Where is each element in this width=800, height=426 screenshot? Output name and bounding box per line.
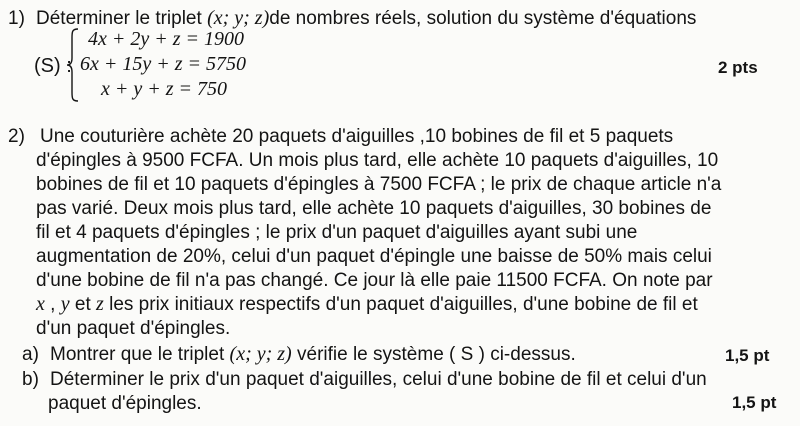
equation-1: 4x + 2y + z = 1900 — [88, 28, 245, 50]
q2a-statement — [50, 344, 576, 365]
line8-mid: et — [69, 294, 97, 315]
var-x: x — [36, 293, 45, 315]
system-brace-icon — [66, 28, 80, 102]
q2-line-6: augmentation de 20%, celui d'un paquet d'épingle une baisse de 50% mais celui — [36, 246, 712, 267]
q1-triplet: (x; y; z) — [207, 7, 270, 29]
q1-points: 2 pts — [718, 58, 758, 77]
var-y: y — [60, 293, 70, 315]
q2b-line-2: paquet d'épingles. — [48, 393, 202, 414]
line8-sep: , — [44, 294, 61, 315]
q2a-text-after: vérifie le système ( S ) ci-dessus. — [297, 344, 576, 365]
equation-3: x + y + z = 750 — [101, 78, 228, 100]
q2a-triplet: (x; y; z) — [229, 343, 292, 365]
system-label: (S) : — [34, 55, 72, 77]
q2-line-8 — [36, 294, 698, 315]
q1-text-before: Déterminer le triplet — [36, 8, 202, 29]
var-z: z — [96, 293, 104, 315]
q2-line-4: pas varié. Deux mois plus tard, elle achète 10 paquets d'aiguilles, 30 bobines de — [36, 198, 712, 219]
q2-number: 2) — [8, 126, 25, 147]
line8-rest: les prix initiaux respectifs d'un paquet d'aiguilles, d'une bobine de fil et — [103, 294, 698, 315]
q2b-label: b) — [22, 369, 39, 390]
q2a-text-before: Montrer que le triplet — [50, 344, 225, 365]
q2-line-3: bobines de fil et 10 paquets d'épingles à 7500 FCFA ; le prix de chaque article n'a — [36, 174, 722, 195]
equation-2: 6x + 15y + z = 5750 — [80, 53, 247, 75]
q2a-label: a) — [22, 344, 39, 365]
q2-line-5: fil et 4 paquets d'épingles ; le prix d'un paquet d'aiguilles ayant subi une — [36, 222, 638, 243]
q1-number: 1) — [8, 8, 25, 29]
q2b-line-1: Déterminer le prix d'un paquet d'aiguilles, celui d'une bobine de fil et celui d'un — [50, 369, 707, 390]
q1-statement — [36, 8, 696, 29]
q2b-points: 1,5 pt — [732, 393, 777, 412]
q2-line-9: d'un paquet d'épingles. — [36, 318, 231, 339]
q2a-points: 1,5 pt — [725, 346, 770, 365]
q2-line-1: Une couturière achète 20 paquets d'aiguilles ,10 bobines de fil et 5 paquets — [40, 126, 674, 147]
q2-line-7: d'une bobine de fil n'a pas changé. Ce jour là elle paie 11500 FCFA. On note par — [36, 270, 713, 291]
q2-line-2: d'épingles à 9500 FCFA. Un mois plus tard, elle achète 10 paquets d'aiguilles, 10 — [36, 150, 719, 171]
q1-text-after: de nombres réels, solution du système d'équations — [269, 8, 697, 29]
